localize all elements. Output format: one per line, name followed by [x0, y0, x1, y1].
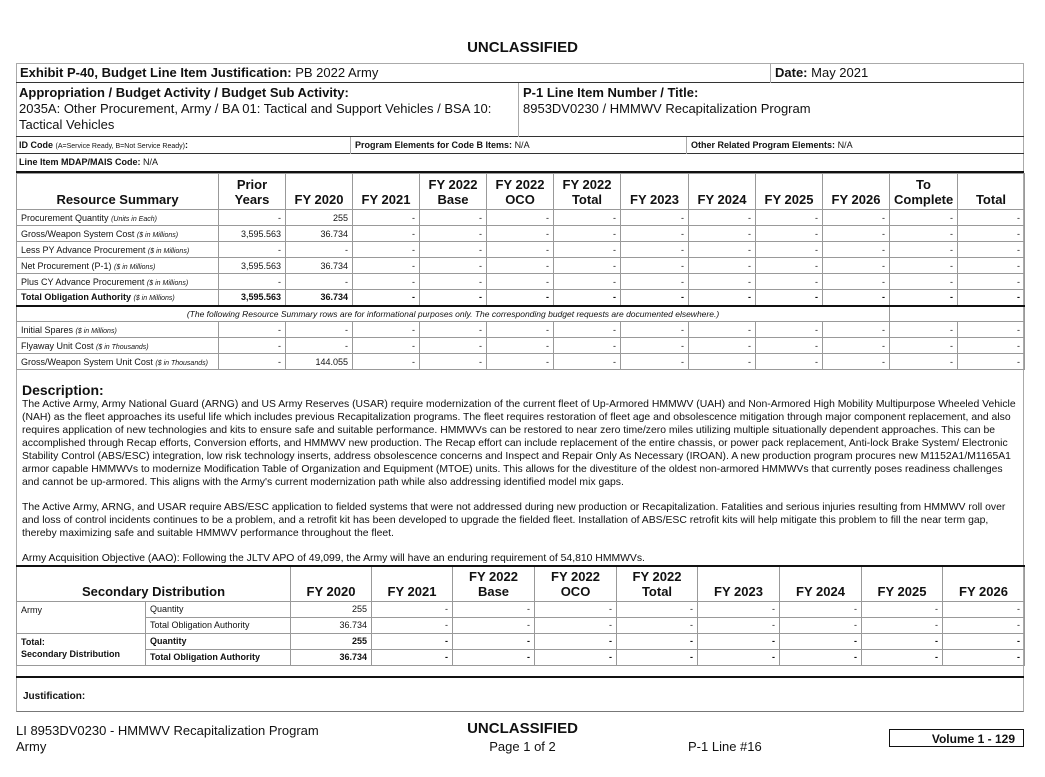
cell-value: - [823, 258, 890, 274]
cell-value: - [689, 258, 756, 274]
cell-value: - [958, 354, 1025, 370]
exhibit-value: PB 2022 Army [295, 65, 379, 80]
p1-value: 8953DV0230 / HMMWV Recapitalization Program [523, 101, 811, 116]
cell-value: - [487, 242, 554, 258]
col-header: FY 2020 [291, 566, 372, 601]
cell-value: - [958, 322, 1025, 338]
cell-value: - [621, 226, 689, 242]
cell-value: - [756, 242, 823, 258]
cell-value: - [698, 617, 780, 633]
cell-value: - [756, 210, 823, 226]
cell-value: - [420, 258, 487, 274]
cell-value: - [689, 242, 756, 258]
col-header: FY 2025 [862, 566, 943, 601]
col-header: FY 2021 [353, 174, 420, 210]
appropriation-row [16, 83, 1024, 137]
cell-value: - [535, 633, 617, 649]
cell-value: - [823, 290, 890, 306]
other-related-cell [686, 137, 857, 154]
cell-value: - [958, 226, 1025, 242]
cell-value: - [862, 601, 943, 617]
cell-value: - [756, 274, 823, 290]
row-label: Procurement Quantity (Units in Each) [17, 210, 219, 226]
cell-value: - [617, 601, 698, 617]
cell-value: - [286, 274, 353, 290]
cell-value: - [780, 649, 862, 665]
col-header: FY 2023 [698, 566, 780, 601]
table-row [17, 274, 1025, 290]
cell-value: - [689, 338, 756, 354]
cell-value: - [219, 210, 286, 226]
cell-value: - [698, 649, 780, 665]
mdap-row [16, 154, 1024, 173]
cell-value: - [487, 274, 554, 290]
cell-value: - [823, 274, 890, 290]
justification-section [16, 676, 1024, 712]
appropriation-label: Appropriation / Budget Activity / Budget Sub Activity: [19, 85, 349, 100]
justification-title: Justification: [23, 691, 86, 702]
cell-value: - [219, 242, 286, 258]
col-header: To Complete [890, 174, 958, 210]
cell-value: - [420, 242, 487, 258]
cell-value: - [617, 617, 698, 633]
description-aao: Army Acquisition Objective (AAO): Following the JLTV APO of 49,099, the Army will have an enduring requirement of 54,810 HMMWVs. [22, 553, 645, 564]
table-row [17, 354, 1025, 370]
cell-value: - [689, 274, 756, 290]
cell-value: - [353, 354, 420, 370]
cell-value: - [353, 322, 420, 338]
row-label: Net Procurement (P-1) ($ in Millions) [17, 258, 219, 274]
group-label: Total: Secondary Distribution [17, 633, 146, 665]
mdap-code [19, 157, 158, 167]
cell-value: - [890, 258, 958, 274]
cell-value: - [353, 210, 420, 226]
cell-value: - [487, 226, 554, 242]
cell-value: - [823, 210, 890, 226]
col-header: FY 2022 OCO [487, 174, 554, 210]
id-code-row [16, 137, 1024, 154]
cell-value: - [372, 601, 453, 617]
date-cell [770, 63, 872, 83]
cell-value: - [420, 210, 487, 226]
col-header: Prior Years [219, 174, 286, 210]
table-row [17, 242, 1025, 258]
cell-value: - [554, 354, 621, 370]
program-elements-label: Program Elements for Code B Items: [355, 140, 513, 150]
cell-value: - [890, 274, 958, 290]
other-related-value: N/A [837, 140, 853, 150]
cell-value: - [535, 601, 617, 617]
exhibit-title [20, 65, 378, 80]
cell-value: - [621, 274, 689, 290]
cell-value: - [689, 226, 756, 242]
resource-header-row [17, 174, 1025, 210]
col-header: FY 2022 Total [554, 174, 621, 210]
exhibit-header-row [16, 63, 1024, 83]
exhibit-label: Exhibit P-40, Budget Line Item Justification: [20, 65, 292, 80]
col-header: FY 2022 OCO [535, 566, 617, 601]
cell-value: - [689, 290, 756, 306]
program-elements-cell [350, 137, 534, 154]
cell-value: - [353, 258, 420, 274]
col-header: FY 2023 [621, 174, 689, 210]
cell-value: - [890, 338, 958, 354]
cell-value: - [554, 210, 621, 226]
table-row [17, 338, 1025, 354]
cell-value: - [958, 242, 1025, 258]
row-label: Total Obligation Authority [146, 617, 291, 633]
cell-value: - [862, 617, 943, 633]
table-row [17, 226, 1025, 242]
col-header: FY 2022 Base [453, 566, 535, 601]
cell-value: - [219, 322, 286, 338]
table-row [17, 210, 1025, 226]
col-header: FY 2020 [286, 174, 353, 210]
program-elements-value: N/A [514, 140, 530, 150]
cell-value: - [286, 322, 353, 338]
row-label: Less PY Advance Procurement ($ in Millions) [17, 242, 219, 258]
footer-page: Page 1 of 2 [489, 739, 556, 754]
cell-value: - [535, 649, 617, 665]
cell-value: - [943, 649, 1025, 665]
cell-value: - [890, 210, 958, 226]
col-header: FY 2021 [372, 566, 453, 601]
cell-value: 36.734 [286, 226, 353, 242]
cell-value: - [554, 290, 621, 306]
cell-value: - [689, 322, 756, 338]
table-row [17, 649, 1025, 665]
cell-value: - [286, 242, 353, 258]
cell-value: - [453, 649, 535, 665]
cell-value: - [698, 633, 780, 649]
cell-value: - [372, 649, 453, 665]
cell-value: - [453, 601, 535, 617]
cell-value: - [353, 242, 420, 258]
table-row [17, 633, 1025, 649]
col-header: FY 2024 [780, 566, 862, 601]
table-row [17, 290, 1025, 306]
cell-value: 144.055 [286, 354, 353, 370]
cell-value: 3,595.563 [219, 226, 286, 242]
row-label: Quantity [146, 633, 291, 649]
row-label: Total Obligation Authority [146, 649, 291, 665]
cell-value: - [535, 617, 617, 633]
cell-value: - [823, 242, 890, 258]
col-header: FY 2026 [943, 566, 1025, 601]
cell-value: - [943, 601, 1025, 617]
table-row [17, 258, 1025, 274]
cell-value: - [756, 354, 823, 370]
p1-label: P-1 Line Item Number / Title: [523, 85, 699, 100]
cell-value: 36.734 [291, 649, 372, 665]
row-label: Gross/Weapon System Cost ($ in Millions) [17, 226, 219, 242]
cell-value: - [372, 633, 453, 649]
cell-value: - [621, 210, 689, 226]
appropriation-value: 2035A: Other Procurement, Army / BA 01: Tactical and Support Vehicles / BSA 10: Tactical Vehicles [19, 101, 492, 132]
cell-value: - [780, 601, 862, 617]
cell-value: - [453, 617, 535, 633]
appropriation-cell [19, 85, 519, 133]
cell-value: 36.734 [291, 617, 372, 633]
cell-value: 255 [291, 601, 372, 617]
description-paragraph-2: The Active Army, ARNG, and USAR require ABS/ESC application to fielded systems that were not addressed during new production or Recapitalization. Fatalities and serious injuries resulting from HMMWV roll over and loss of control incidents continues to be a problem, and a retrofit kit has been developed to upgrade the fielded fleet. Installation of ABS/ESC retrofit kits will help mitigate this problem to fill the near term gap, thereby maximizing safe and suitable HMMWV performance throughout the fleet. [22, 502, 1006, 539]
cell-value: 255 [286, 210, 353, 226]
cell-value: - [353, 338, 420, 354]
classification-banner-top: UNCLASSIFIED [467, 39, 578, 56]
table-row [17, 601, 1025, 617]
cell-value: - [890, 322, 958, 338]
cell-value: 3,595.563 [219, 290, 286, 306]
cell-value: - [353, 290, 420, 306]
cell-value: - [372, 617, 453, 633]
cell-value: - [862, 649, 943, 665]
table-row [17, 322, 1025, 338]
cell-value: - [958, 290, 1025, 306]
secondary-distribution-title: Secondary Distribution [17, 566, 291, 601]
cell-value: - [219, 338, 286, 354]
resource-summary-table [16, 173, 1025, 370]
cell-value: - [420, 354, 487, 370]
cell-value: 3,595.563 [219, 258, 286, 274]
cell-value: - [420, 338, 487, 354]
cell-value: - [621, 258, 689, 274]
secondary-header-row [17, 566, 1025, 601]
id-code-colon: : [184, 140, 188, 150]
col-header: FY 2025 [756, 174, 823, 210]
resource-summary-body [17, 210, 1025, 370]
cell-value: - [621, 354, 689, 370]
cell-value: - [756, 338, 823, 354]
cell-value: - [554, 338, 621, 354]
row-label: Plus CY Advance Procurement ($ in Millions) [17, 274, 219, 290]
cell-value: - [689, 354, 756, 370]
row-label: Initial Spares ($ in Millions) [17, 322, 219, 338]
row-label: Total Obligation Authority ($ in Millions) [17, 290, 219, 306]
mdap-value: N/A [143, 157, 159, 167]
cell-value: - [420, 322, 487, 338]
cell-value: - [943, 633, 1025, 649]
cell-value: - [420, 290, 487, 306]
cell-value: - [756, 258, 823, 274]
footer-line-item: LI 8953DV0230 - HMMWV Recapitalization Program [16, 723, 319, 738]
col-header: Total [958, 174, 1025, 210]
p1-cell [518, 83, 1024, 137]
cell-value: - [943, 617, 1025, 633]
footer-volume: Volume 1 - 129 [889, 729, 1024, 747]
cell-value: - [890, 226, 958, 242]
secondary-distribution-body [17, 601, 1025, 665]
cell-value: - [353, 226, 420, 242]
cell-value: - [554, 226, 621, 242]
id-code-note: (A=Service Ready, B=Not Service Ready) [55, 143, 185, 150]
row-label: Quantity [146, 601, 291, 617]
cell-value: 36.734 [286, 258, 353, 274]
description-section [22, 383, 1018, 565]
cell-value: - [958, 210, 1025, 226]
cell-value: - [756, 226, 823, 242]
col-header: FY 2026 [823, 174, 890, 210]
cell-value: - [823, 226, 890, 242]
cell-value: - [698, 601, 780, 617]
cell-value: - [890, 354, 958, 370]
cell-value: - [890, 242, 958, 258]
cell-value: - [554, 258, 621, 274]
cell-value: - [554, 242, 621, 258]
cell-value: 255 [291, 633, 372, 649]
col-header: FY 2022 Base [420, 174, 487, 210]
cell-value: - [487, 338, 554, 354]
cell-value: - [554, 322, 621, 338]
cell-value: - [823, 322, 890, 338]
cell-value: - [621, 322, 689, 338]
cell-value: - [958, 258, 1025, 274]
cell-value: - [823, 338, 890, 354]
cell-value: - [756, 290, 823, 306]
cell-value: - [219, 274, 286, 290]
cell-value: - [453, 633, 535, 649]
description-paragraph-1: The Active Army, Army National Guard (ARNG) and US Army Reserves (USAR) require modernization of the current fleet of Up-Armored HMMWV (UAH) and Non-Armored High Mobility Multipurpose Wheeled Vehicle (NAH) as the fleet approaches its useful life which includes previous Recapitalization programs. The fleet requires restoration of fleet age and obsolescence mitigation through major component replacement, and also requires application of new technologies and kits to ensure safe and suitable performance. HMMWVs can be restored to near zero time/zero miles utilizing multiple situationally dependent approaches. This can be accomplished through Recap efforts, Conversion efforts, and HMMWV new production. The Recap effort can include replacement of the entire chassis, or power pack replacement, Anti-lock Brake System/ Electronic Stability Control (ABS/ESC) integration, low risk technology inserts, address obsolescence concerns and Inspect and Repair Only As Necessary (IROAN). A new production program procures new M1152A1/M1165A1 armor capable HMMWVs to modernize Modification Table of Organization and Equipment (MTOE) units. This allows for the divestiture of the oldest non-armored HMMWVs that currently poses readiness challenges and cannot be up-armored. This aligns with the Army's current modernization path while also addressing identified model mix gaps. [22, 399, 1016, 488]
cell-value: 36.734 [286, 290, 353, 306]
cell-value: - [689, 210, 756, 226]
date-label: Date: [775, 65, 808, 80]
other-related-label: Other Related Program Elements: [691, 140, 836, 150]
group-label: Army [17, 601, 146, 633]
col-header: FY 2022 Total [617, 566, 698, 601]
cell-value: - [621, 338, 689, 354]
id-code-label: ID Code [19, 140, 54, 150]
row-label: Gross/Weapon System Unit Cost ($ in Thousands) [17, 354, 219, 370]
footer-service: Army [16, 739, 47, 754]
cell-value: - [487, 354, 554, 370]
date-value: May 2021 [811, 65, 869, 80]
cell-value: - [219, 354, 286, 370]
info-note-row [17, 306, 1025, 322]
cell-value: - [420, 226, 487, 242]
cell-value: - [621, 242, 689, 258]
cell-value: - [617, 649, 698, 665]
table-row [17, 617, 1025, 633]
cell-value: - [958, 274, 1025, 290]
cell-value: - [487, 290, 554, 306]
classification-banner-bottom: UNCLASSIFIED [467, 720, 578, 737]
cell-value: - [420, 274, 487, 290]
cell-value: - [617, 633, 698, 649]
cell-value: - [487, 322, 554, 338]
cell-value: - [780, 617, 862, 633]
cell-value: - [862, 633, 943, 649]
row-label: Flyaway Unit Cost ($ in Thousands) [17, 338, 219, 354]
cell-value: - [756, 322, 823, 338]
cell-value: - [554, 274, 621, 290]
cell-value: - [353, 274, 420, 290]
cell-value: - [286, 338, 353, 354]
resource-summary-title: Resource Summary [17, 174, 219, 210]
mdap-label: Line Item MDAP/MAIS Code: [19, 157, 141, 167]
description-title: Description: [22, 382, 104, 398]
secondary-distribution-table [16, 565, 1025, 666]
cell-value: - [958, 338, 1025, 354]
id-code [19, 140, 188, 150]
cell-value: - [780, 633, 862, 649]
cell-value: - [890, 290, 958, 306]
cell-value: - [621, 290, 689, 306]
cell-value: - [487, 210, 554, 226]
col-header: FY 2024 [689, 174, 756, 210]
empty-cell [890, 306, 1025, 322]
cell-value: - [487, 258, 554, 274]
info-note: (The following Resource Summary rows are for informational purposes only. The corresponding budget requests are documented elsewhere.) [17, 306, 890, 322]
cell-value: - [823, 354, 890, 370]
footer-p1-line: P-1 Line #16 [688, 739, 762, 754]
